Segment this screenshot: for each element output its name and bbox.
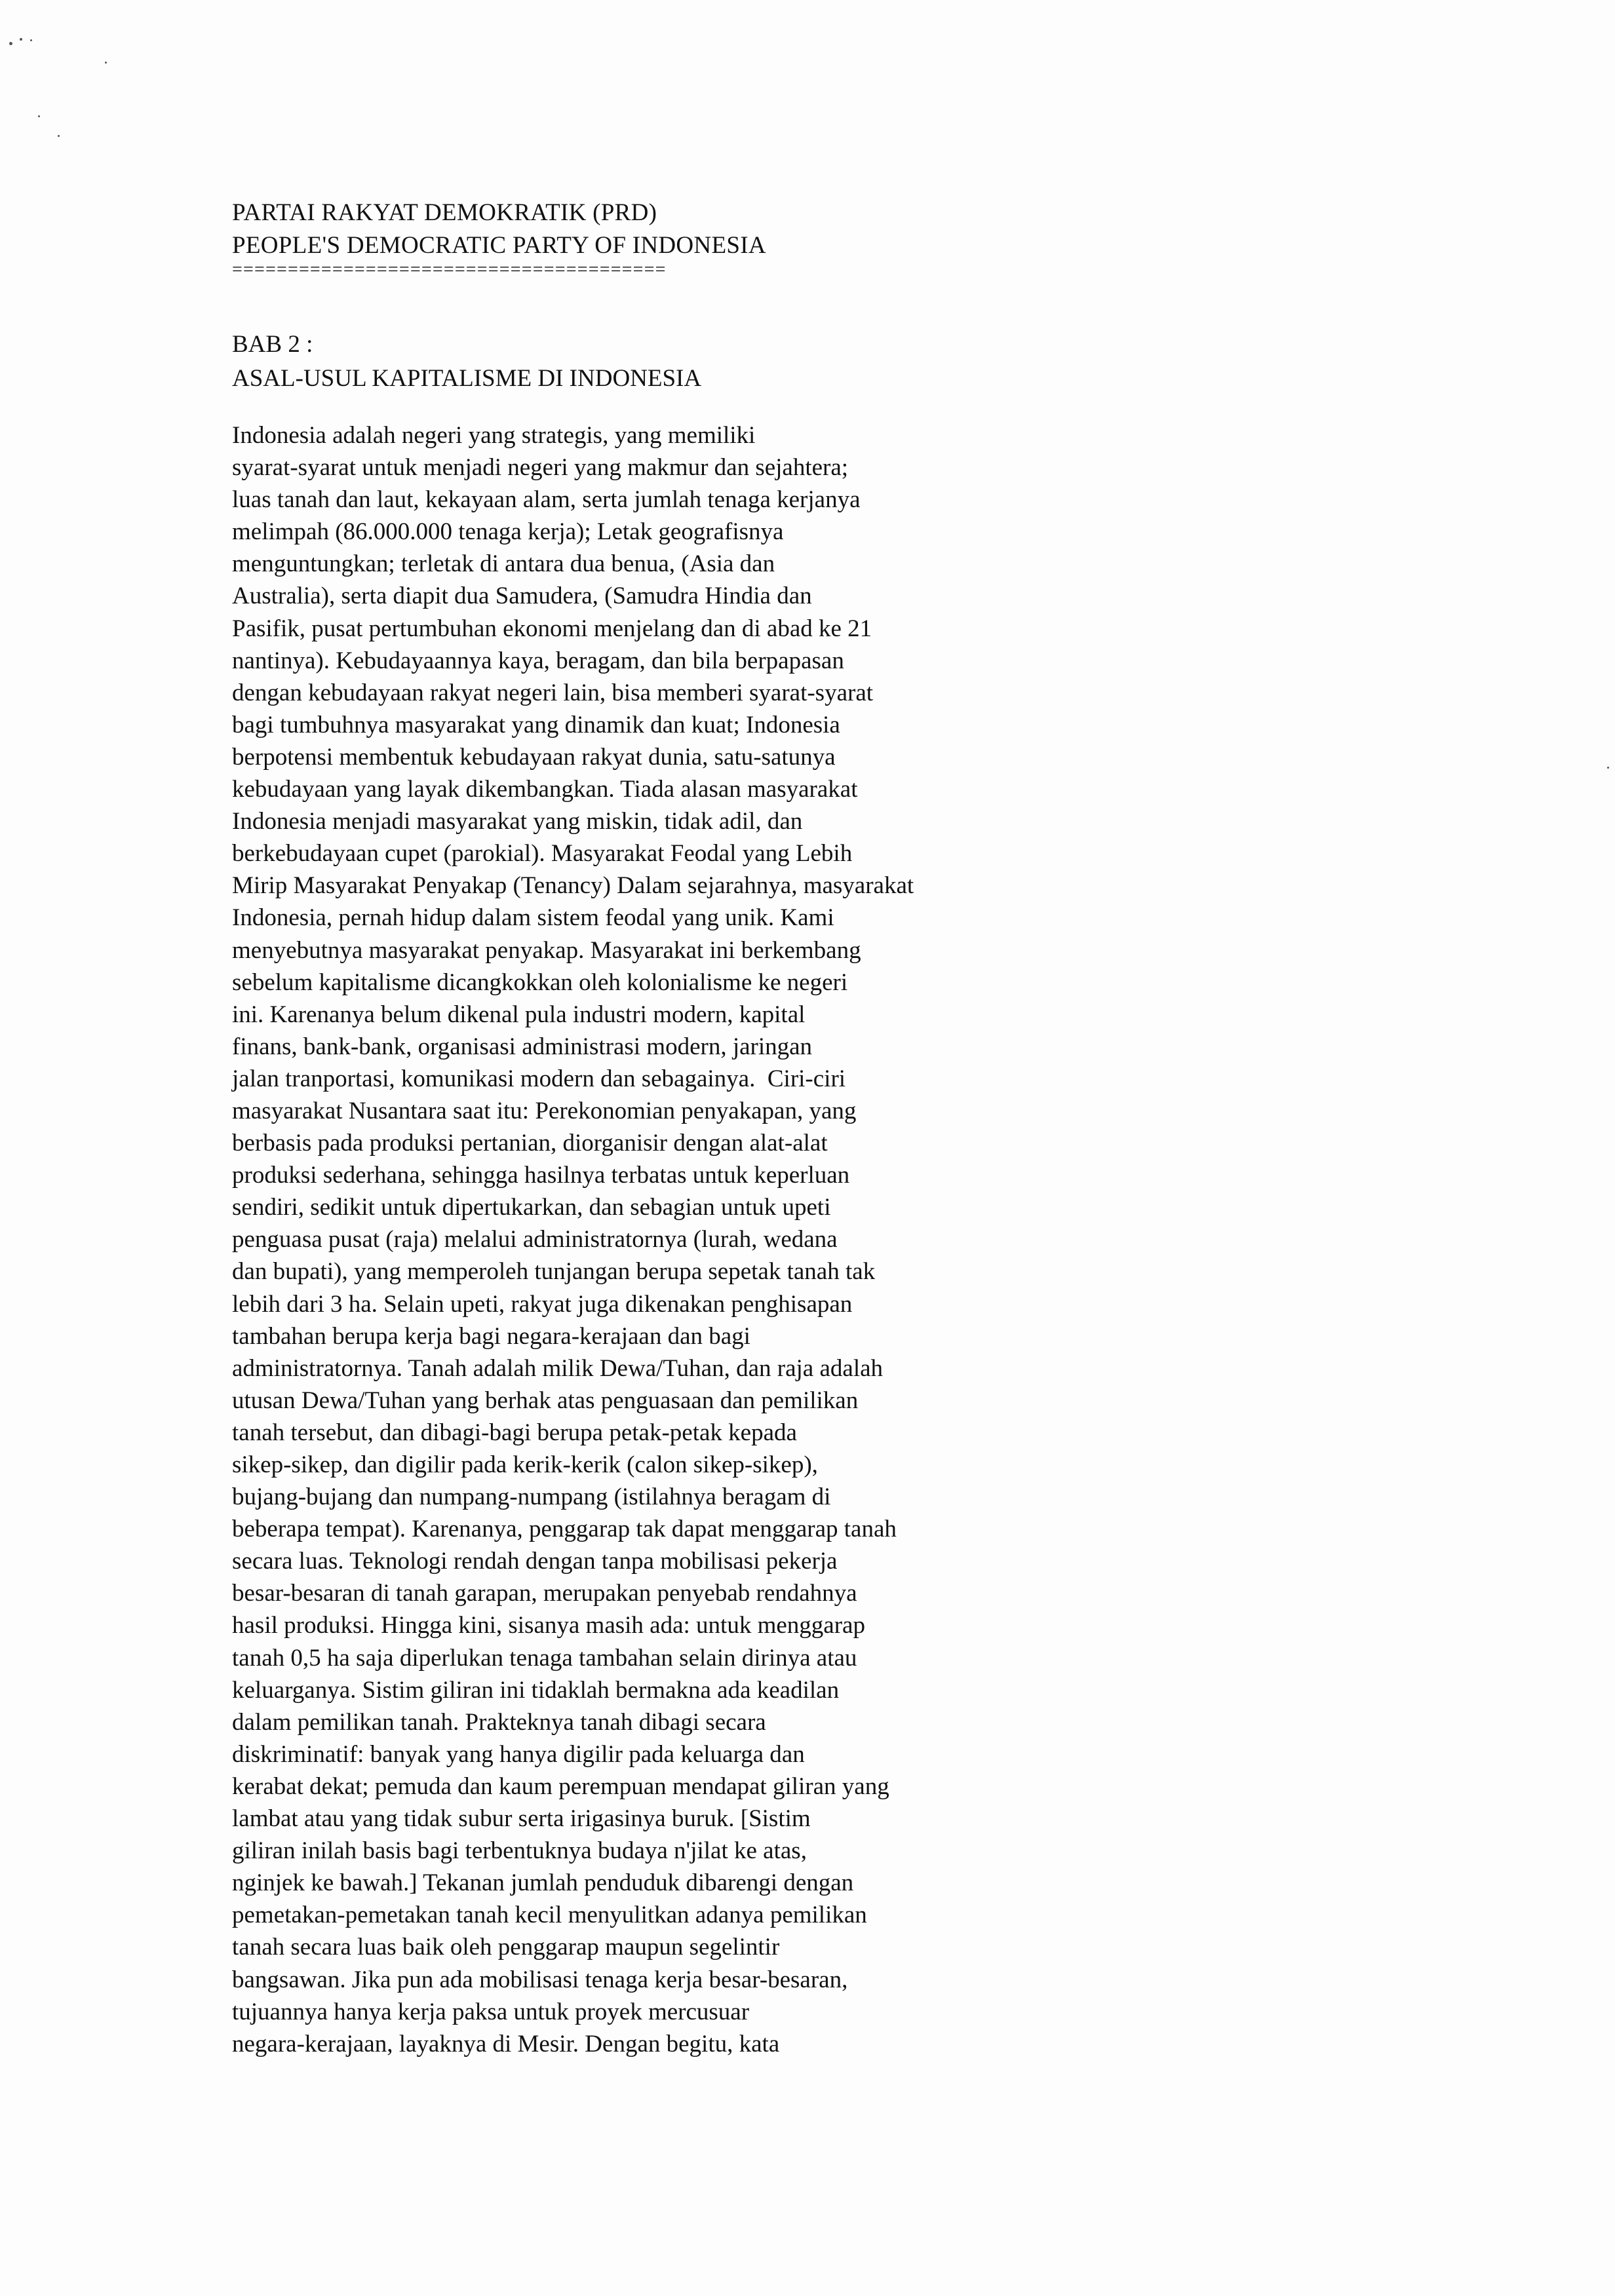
scan-speck — [9, 42, 12, 45]
scan-speck — [1607, 767, 1609, 769]
body-line: produksi sederhana, sehingga hasilnya terbatas untuk keperluan — [232, 1162, 850, 1189]
party-name-english: PEOPLE'S DEMOCRATIC PARTY OF INDONESIA — [232, 232, 766, 259]
body-line: dengan kebudayaan rakyat negeri lain, bisa memberi syarat-syarat — [232, 679, 874, 706]
body-line: dan bupati), yang memperoleh tunjangan berupa sepetak tanah tak — [232, 1258, 876, 1286]
scan-speck — [105, 62, 107, 64]
body-line: negara-kerajaan, layaknya di Mesir. Dengan begitu, kata — [232, 2030, 780, 2057]
body-line: giliran inilah basis bagi terbentuknya budaya n'jilat ke atas, — [232, 1837, 807, 1865]
body-line: diskriminatif: banyak yang hanya digilir pada keluarga dan — [232, 1740, 805, 1768]
body-line: berkebudayaan cupet (parokial). Masyarakat Feodal yang Lebih — [232, 840, 853, 868]
scan-speck — [20, 38, 22, 41]
scan-speck — [30, 39, 32, 41]
body-line: melimpah (86.000.000 tenaga kerja); Letak geografisnya — [232, 518, 784, 546]
document-header — [232, 197, 766, 278]
body-line: menyebutnya masyarakat penyakap. Masyarakat ini berkembang — [232, 936, 861, 964]
body-line: kerabat dekat; pemuda dan kaum perempuan mendapat giliran yang — [232, 1772, 889, 1800]
chapter-heading — [232, 328, 701, 396]
body-line: beberapa tempat). Karenanya, penggarap tak dapat menggarap tanah — [232, 1516, 897, 1543]
body-line: secara luas. Teknologi rendah dengan tanpa mobilisasi pekerja — [232, 1548, 838, 1575]
scan-speck — [38, 115, 40, 117]
body-line: tanah 0,5 ha saja diperlukan tenaga tambahan selain dirinya atau — [232, 1644, 857, 1672]
body-line: pemetakan-pemetakan tanah kecil menyulitkan adanya pemilikan — [232, 1902, 867, 1929]
body-line: sendiri, sedikit untuk dipertukarkan, dan sebagian untuk upeti — [232, 1194, 831, 1221]
body-line: hasil produksi. Hingga kini, sisanya masih ada: untuk menggarap — [232, 1612, 865, 1639]
body-line: lambat atau yang tidak subur serta irigasinya buruk. [Sistim — [232, 1805, 811, 1833]
chapter-number: BAB 2 : — [232, 331, 313, 358]
body-line: sebelum kapitalisme dicangkokkan oleh kolonialisme ke negeri — [232, 968, 848, 996]
body-line: kebudayaan yang layak dikembangkan. Tiada alasan masyarakat — [232, 776, 858, 803]
body-line: nginjek ke bawah.] Tekanan jumlah penduduk dibarengi dengan — [232, 1869, 854, 1897]
body-line: sikep-sikep, dan digilir pada kerik-kerik (calon sikep-sikep), — [232, 1451, 818, 1478]
body-line: lebih dari 3 ha. Selain upeti, rakyat juga dikenakan penghisapan — [232, 1290, 853, 1318]
body-line: bujang-bujang dan numpang-numpang (istilahnya beragam di — [232, 1483, 831, 1511]
body-line: utusan Dewa/Tuhan yang berhak atas penguasaan dan pemilikan — [232, 1387, 859, 1414]
body-line: bagi tumbuhnya masyarakat yang dinamik dan kuat; Indonesia — [232, 711, 840, 738]
body-line: Mirip Masyarakat Penyakap (Tenancy) Dalam sejarahnya, masyarakat — [232, 872, 914, 900]
body-line: masyarakat Nusantara saat itu: Perekonomian penyakapan, yang — [232, 1097, 857, 1124]
body-text — [232, 419, 1543, 2060]
body-line: keluarganya. Sistim giliran ini tidaklah bermakna ada keadilan — [232, 1676, 840, 1704]
body-line: Pasifik, pusat pertumbuhan ekonomi menjelang dan di abad ke 21 — [232, 615, 872, 642]
body-line: besar-besaran di tanah garapan, merupakan penyebab rendahnya — [232, 1580, 857, 1607]
body-line: syarat-syarat untuk menjadi negeri yang makmur dan sejahtera; — [232, 454, 849, 482]
body-line: bangsawan. Jika pun ada mobilisasi tenaga kerja besar-besaran, — [232, 1966, 848, 1993]
scan-speck — [58, 135, 60, 137]
body-line: administratornya. Tanah adalah milik Dewa/Tuhan, dan raja adalah — [232, 1354, 884, 1382]
party-name-indonesian: PARTAI RAKYAT DEMOKRATIK (PRD) — [232, 199, 657, 226]
body-line: finans, bank-bank, organisasi administrasi modern, jaringan — [232, 1033, 813, 1060]
body-line: berbasis pada produksi pertanian, diorganisir dengan alat-alat — [232, 1130, 828, 1157]
body-line: berpotensi membentuk kebudayaan rakyat dunia, satu-satunya — [232, 743, 836, 771]
body-line: nantinya). Kebudayaannya kaya, beragam, dan bila berpapasan — [232, 647, 844, 674]
body-line: tujuannya hanya kerja paksa untuk proyek mercusuar — [232, 1998, 750, 2025]
body-line: menguntungkan; terletak di antara dua benua, (Asia dan — [232, 550, 775, 578]
body-line: tanah tersebut, dan dibagi-bagi berupa petak-petak kepada — [232, 1419, 797, 1446]
body-line: tanah secara luas baik oleh penggarap maupun segelintir — [232, 1934, 780, 1961]
body-line: Indonesia adalah negeri yang strategis, yang memiliki — [232, 422, 756, 449]
chapter-title: ASAL-USUL KAPITALISME DI INDONESIA — [232, 365, 702, 392]
body-line: jalan tranportasi, komunikasi modern dan sebagainya. Ciri-ciri — [232, 1065, 846, 1092]
body-line: dalam pemilikan tanah. Prakteknya tanah dibagi secara — [232, 1708, 766, 1736]
body-line: luas tanah dan laut, kekayaan alam, serta jumlah tenaga kerjanya — [232, 486, 861, 514]
header-rule: ======================================= — [232, 259, 667, 280]
body-line: penguasa pusat (raja) melalui administratornya (lurah, wedana — [232, 1226, 838, 1253]
body-line: Indonesia, pernah hidup dalam sistem feodal yang unik. Kami — [232, 904, 834, 932]
body-line: ini. Karenanya belum dikenal pula industri modern, kapital — [232, 1001, 806, 1028]
body-line: tambahan berupa kerja bagi negara-kerajaan dan bagi — [232, 1322, 750, 1350]
body-line: Indonesia menjadi masyarakat yang miskin, tidak adil, dan — [232, 808, 803, 835]
body-line: Australia), serta diapit dua Samudera, (Samudra Hindia dan — [232, 583, 812, 610]
